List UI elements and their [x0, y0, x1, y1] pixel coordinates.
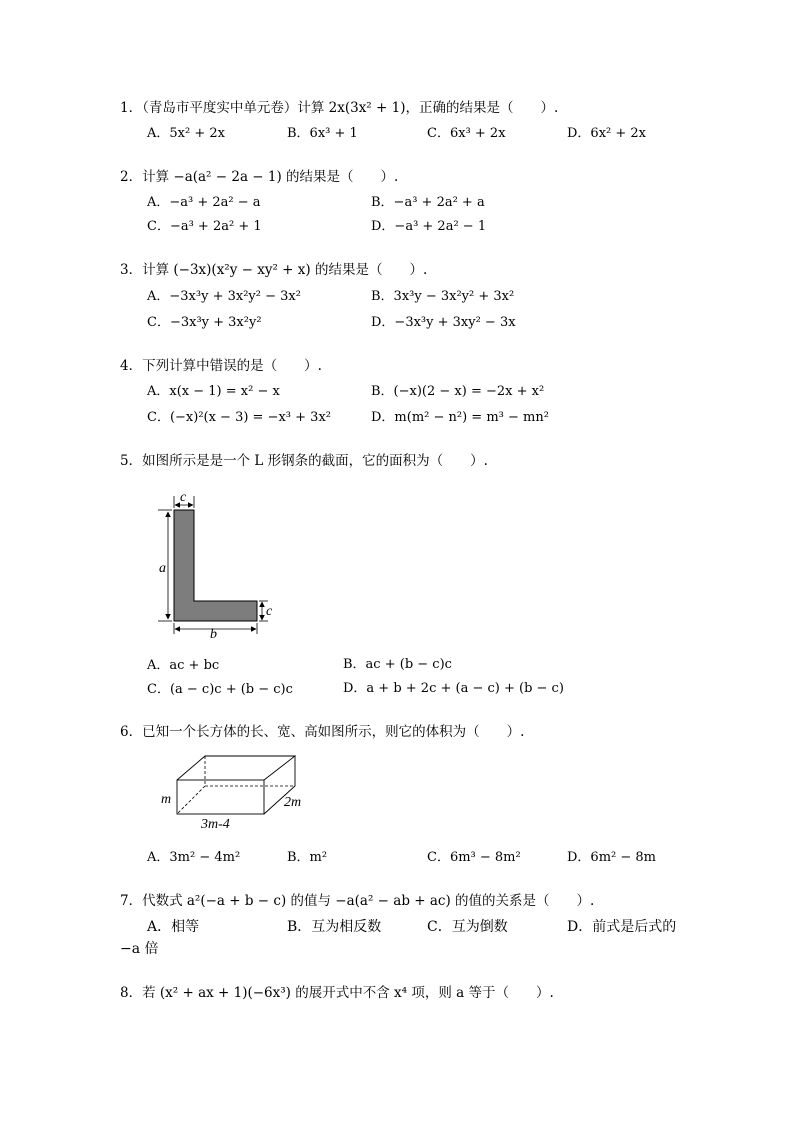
- question-1-option-c[interactable]: C．6x³ + 2x: [427, 126, 506, 141]
- question-5-option-c[interactable]: C．(a − c)c + (b − c)c: [147, 682, 293, 697]
- question-3-option-d[interactable]: D．−3x³y + 3xy² − 3x: [371, 315, 516, 330]
- question-3-option-b[interactable]: B．3x³y − 3x²y² + 3x²: [371, 289, 515, 304]
- question-5-stem: 5．如图所示是是一个 L 形钢条的截面，它的面积为（ ）.: [120, 453, 488, 469]
- question-2-option-b[interactable]: B．−a³ + 2a² + a: [371, 195, 485, 210]
- question-1-option-d[interactable]: D．6x² + 2x: [567, 126, 646, 141]
- l-shape-figure: [150, 488, 280, 640]
- question-1-option-b[interactable]: B．6x³ + 1: [287, 126, 358, 141]
- question-6-stem: 6．已知一个长方体的长、宽、高如图所示，则它的体积为（ ）.: [120, 724, 525, 740]
- question-6-option-a[interactable]: A．3m² − 4m²: [147, 850, 241, 865]
- label-c-right: c: [266, 604, 273, 619]
- question-4-option-b[interactable]: B．(−x)(2 − x) = −2x + x²: [371, 384, 545, 399]
- question-7-option-d-continuation: −a 倍: [120, 941, 159, 957]
- question-5-option-a[interactable]: A．ac + bc: [147, 658, 220, 673]
- question-6-option-b[interactable]: B．m²: [287, 850, 328, 865]
- question-7-option-d[interactable]: D．前式是后式的: [567, 919, 677, 935]
- question-7-option-a[interactable]: A．相等: [147, 919, 200, 935]
- question-5-option-d[interactable]: D．a + b + 2c + (a − c) + (b − c): [343, 681, 564, 696]
- question-7-option-c[interactable]: C．互为倒数: [427, 919, 508, 935]
- label-b-bottom: b: [210, 627, 217, 642]
- question-1-option-a[interactable]: A．5x² + 2x: [147, 126, 225, 141]
- question-7-option-b[interactable]: B．互为相反数: [287, 919, 382, 935]
- question-2-option-a[interactable]: A．−a³ + 2a² − a: [147, 195, 261, 210]
- question-4-stem: 4．下列计算中错误的是（ ）.: [120, 358, 322, 374]
- label-length: 3m-4: [201, 817, 230, 832]
- question-4-option-a[interactable]: A．x(x − 1) = x² − x: [147, 384, 280, 399]
- question-5-option-b[interactable]: B．ac + (b − c)c: [343, 657, 452, 672]
- label-height: m: [161, 792, 172, 807]
- label-c-top: c: [180, 490, 187, 505]
- question-6-option-c[interactable]: C．6m³ − 8m²: [427, 850, 521, 865]
- question-3-option-a[interactable]: A．−3x³y + 3x²y² − 3x²: [147, 289, 301, 304]
- question-8-stem: 8．若 (x² + ax + 1)(−6x³) 的展开式中不含 x⁴ 项，则 a 等于（ ）.: [120, 985, 554, 1001]
- question-6-option-d[interactable]: D．6m² − 8m: [567, 850, 656, 865]
- label-depth: 2m: [284, 795, 302, 810]
- question-2-option-c[interactable]: C．−a³ + 2a² + 1: [147, 219, 262, 234]
- label-a-left: a: [159, 561, 166, 576]
- question-1-stem: 1．（青岛市平度实中单元卷）计算 2x(3x² + 1)，正确的结果是（ ）.: [120, 100, 559, 116]
- cuboid-figure: [155, 748, 315, 834]
- question-2-stem: 2．计算 −a(a² − 2a − 1) 的结果是（ ）.: [120, 169, 399, 185]
- question-3-stem: 3．计算 (−3x)(x²y − xy² + x) 的结果是（ ）.: [120, 262, 428, 278]
- question-2-option-d[interactable]: D．−a³ + 2a² − 1: [371, 219, 487, 234]
- question-3-option-c[interactable]: C．−3x³y + 3x²y²: [147, 315, 262, 330]
- question-4-option-c[interactable]: C．(−x)²(x − 3) = −x³ + 3x²: [147, 410, 331, 425]
- l-shape-section: [174, 510, 257, 621]
- question-7-stem: 7．代数式 a²(−a + b − c) 的值与 −a(a² − ab + ac) 的值的关系是（ ）.: [120, 893, 595, 909]
- question-4-option-d[interactable]: D．m(m² − n²) = m³ − mn²: [371, 410, 549, 425]
